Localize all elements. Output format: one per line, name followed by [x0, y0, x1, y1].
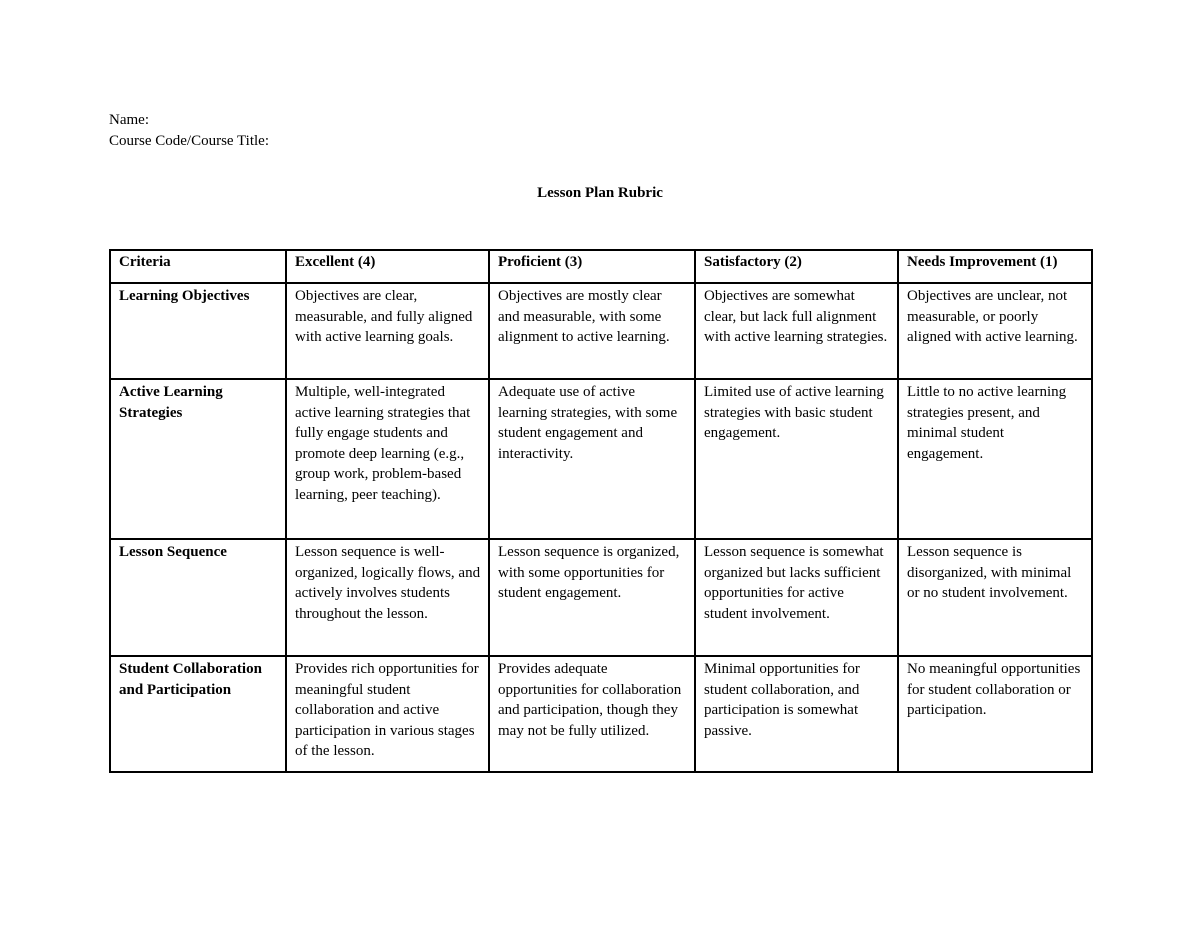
needs-improvement-cell: Little to no active learning strategies present, and minimal student engagement.	[898, 379, 1092, 539]
criteria-cell: Learning Objectives	[110, 283, 286, 379]
excellent-cell: Objectives are clear, measurable, and fully aligned with active learning goals.	[286, 283, 489, 379]
column-header-needs-improvement: Needs Improvement (1)	[898, 250, 1092, 283]
satisfactory-cell: Lesson sequence is somewhat organized but lacks sufficient opportunities for active student involvement.	[695, 539, 898, 656]
criteria-cell: Active Learning Strategies	[110, 379, 286, 539]
needs-improvement-cell: No meaningful opportunities for student collaboration or participation.	[898, 656, 1092, 772]
header-fields	[109, 110, 269, 152]
proficient-cell: Adequate use of active learning strategies, with some student engagement and interactivity.	[489, 379, 695, 539]
proficient-cell: Provides adequate opportunities for collaboration and participation, though they may not be fully utilized.	[489, 656, 695, 772]
course-label: Course Code/Course Title:	[109, 133, 270, 149]
satisfactory-cell: Limited use of active learning strategies with basic student engagement.	[695, 379, 898, 539]
column-header-proficient: Proficient (3)	[489, 250, 695, 283]
table-header-row	[110, 250, 1092, 283]
document-title: Lesson Plan Rubric	[537, 185, 663, 201]
needs-improvement-cell: Lesson sequence is disorganized, with minimal or no student involvement.	[898, 539, 1092, 656]
rubric-table	[109, 249, 1093, 773]
excellent-cell: Lesson sequence is well-organized, logically flows, and actively involves students throughout the lesson.	[286, 539, 489, 656]
column-header-criteria: Criteria	[110, 250, 286, 283]
column-header-satisfactory: Satisfactory (2)	[695, 250, 898, 283]
satisfactory-cell: Minimal opportunities for student collaboration, and participation is somewhat passive.	[695, 656, 898, 772]
name-label: Name:	[109, 112, 149, 128]
proficient-cell: Lesson sequence is organized, with some opportunities for student engagement.	[489, 539, 695, 656]
table-row	[110, 379, 1092, 539]
excellent-cell: Provides rich opportunities for meaningful student collaboration and active participation in various stages of the lesson.	[286, 656, 489, 772]
needs-improvement-cell: Objectives are unclear, not measurable, or poorly aligned with active learning.	[898, 283, 1092, 379]
satisfactory-cell: Objectives are somewhat clear, but lack full alignment with active learning strategies.	[695, 283, 898, 379]
column-header-excellent: Excellent (4)	[286, 250, 489, 283]
criteria-cell: Student Collaboration and Participation	[110, 656, 286, 772]
proficient-cell: Objectives are mostly clear and measurable, with some alignment to active learning.	[489, 283, 695, 379]
excellent-cell: Multiple, well-integrated active learning strategies that fully engage students and promote deep learning (e.g., group work, problem-based learning, peer teaching).	[286, 379, 489, 539]
table-row	[110, 539, 1092, 656]
table-row	[110, 656, 1092, 772]
table-row	[110, 283, 1092, 379]
criteria-cell: Lesson Sequence	[110, 539, 286, 656]
